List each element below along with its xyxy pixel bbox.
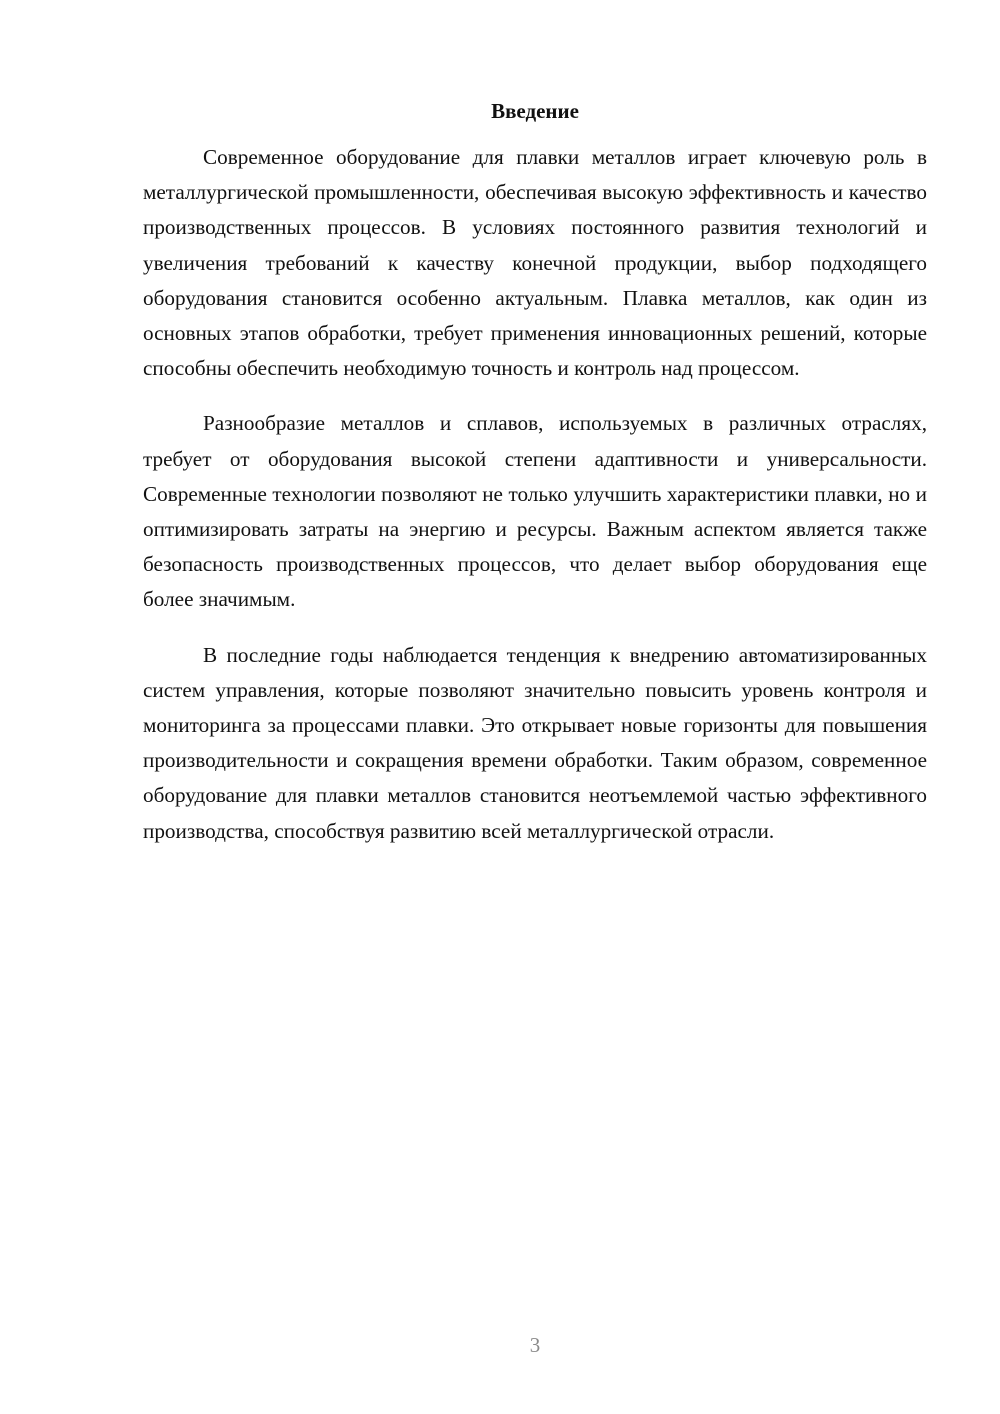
section-title: Введение [491, 99, 579, 123]
paragraph-2: Разнообразие металлов и сплавов, используемых в различных отраслях, требует от оборудования высокой степени адаптивности и универсальности. Современные технологии позволяют не только улучшить характеристики плавки, но и оптимизировать затраты на энергию и ресурсы. Важным аспектом является также безопасность производственных процессов, что делает выбор оборудования еще более значимым. [143, 411, 927, 612]
paragraph-1: Современное оборудование для плавки металлов играет ключевую роль в металлургической промышленности, обеспечивая высокую эффективность и качество производственных процессов. В условиях постоянного развития технологий и увеличения требований к качеству конечной продукции, выбор подходящего оборудования становится особенно актуальным. Плавка металлов, как один из основных этапов обработки, требует применения инновационных решений, которые способны обеспечить необходимую точность и контроль над процессом. [143, 145, 927, 381]
page-number: 3 [529, 1333, 541, 1357]
body-text [143, 140, 927, 869]
paragraph-3: В последние годы наблюдается тенденция к внедрению автоматизированных систем управления, которые позволяют значительно повысить уровень контроля и мониторинга за процессами плавки. Это открывает новые горизонты для повышения производительности и сокращения времени обработки. Таким образом, современное оборудование для плавки металлов становится неотъемлемой частью эффективного производства, способствуя развитию всей металлургической отрасли. [143, 642, 927, 843]
